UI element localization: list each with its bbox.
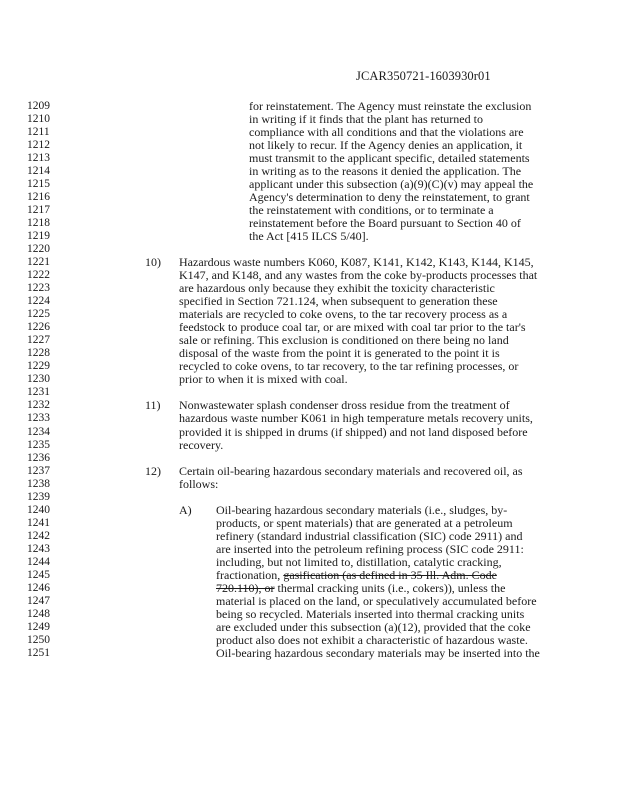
line-number: 1235	[27, 438, 50, 451]
line-number: 1211	[27, 126, 50, 139]
text-segment: must transmit to the applicant specific, detailed statements	[249, 151, 530, 166]
text-segment: K147, and K148, and any wastes from the coke by-products processes that	[179, 268, 538, 283]
line-number: 1241	[27, 516, 50, 529]
text-segment: follows:	[179, 476, 219, 491]
text-line	[0, 439, 624, 452]
text-line	[0, 230, 624, 243]
text-line	[0, 478, 624, 491]
text-segment: recovery.	[179, 437, 224, 452]
text-line	[0, 373, 624, 386]
text-segment: are excluded under this subsection (a)(12), provided that the coke	[216, 619, 531, 634]
text-segment: disposal of the waste from the point it is generated to the point it is	[179, 346, 500, 361]
text-line	[0, 647, 624, 660]
line-number: 1226	[27, 321, 50, 334]
text-segment: Agency's determination to deny the reinstatement, to grant	[249, 190, 530, 205]
text-segment: the reinstatement with conditions, or to terminate a	[249, 203, 494, 218]
text-segment: product also does not exhibit a characteristic of hazardous waste.	[216, 632, 528, 647]
line-text	[179, 465, 523, 478]
text-segment: thermal cracking units (i.e., cokers)), unless the	[274, 580, 506, 595]
line-number: 1227	[27, 334, 50, 347]
line-number: 1215	[27, 178, 50, 191]
line-number: 1222	[27, 269, 50, 282]
text-segment: in writing as to the reasons it denied the application. The	[249, 164, 522, 179]
item-label: A)	[179, 502, 192, 517]
line-number: 1213	[27, 152, 50, 165]
document-id: JCAR350721-1603930r01	[356, 69, 491, 83]
line-text	[179, 373, 348, 386]
line-number: 1230	[27, 373, 50, 386]
line-number: 1233	[27, 412, 50, 425]
text-segment: Oil-bearing hazardous secondary materials may be inserted into the	[216, 645, 540, 660]
text-segment: in writing if it finds that the plant has returned to	[249, 112, 483, 127]
struck-text: gasification (as defined in 35 Ill. Adm. Code	[283, 567, 497, 582]
text-segment: recycled to coke ovens, to tar recovery, to the tar refining processes, or	[179, 359, 519, 374]
text-segment: materials are recycled to coke ovens, to the tar recovery process as a	[179, 307, 508, 322]
text-segment: prior to when it is mixed with coal.	[179, 372, 348, 387]
line-text	[179, 426, 528, 439]
text-segment: compliance with all conditions and that the violations are	[249, 125, 524, 140]
text-segment: not likely to recur. If the Agency denies an application, it	[249, 138, 523, 153]
line-number: 1247	[27, 594, 50, 607]
line-text	[179, 439, 223, 452]
text-segment: material is placed on the land, or speculatively accumulated before	[216, 593, 537, 608]
line-number: 1218	[27, 217, 50, 230]
line-number: 1212	[27, 139, 50, 152]
line-number: 1236	[27, 451, 50, 464]
text-segment: specified in Section 721.124, when subsequent to generation these	[179, 294, 498, 309]
text-segment: sale or refining. This exclusion is conditioned on there being no land	[179, 333, 509, 348]
line-number: 1251	[27, 646, 50, 659]
line-number: 1223	[27, 282, 50, 295]
text-line	[0, 426, 624, 439]
text-segment: Hazardous waste numbers K060, K087, K141, K142, K143, K144, K145,	[179, 255, 534, 270]
line-number: 1220	[27, 243, 50, 256]
item-label: 12)	[145, 463, 161, 478]
text-segment: hazardous waste number K061 in high temperature metals recovery units,	[179, 411, 533, 426]
line-number: 1229	[27, 360, 50, 373]
line-number: 1242	[27, 529, 50, 542]
text-segment: reinstatement before the Board pursuant to Section 40 of	[249, 216, 521, 231]
text-segment: provided it is shipped in drums (if shipped) and not land disposed before	[179, 424, 528, 439]
text-segment: including, but not limited to, distillation, catalytic cracking,	[216, 554, 502, 569]
line-number: 1225	[27, 308, 50, 321]
text-segment: Nonwastewater splash condenser dross residue from the treatment of	[179, 398, 510, 413]
text-segment: refinery (standard industrial classification (SIC) code 2911) and	[216, 528, 523, 543]
text-segment: applicant under this subsection (a)(9)(C)(v) may appeal the	[249, 177, 534, 192]
item-label: 10)	[145, 255, 161, 270]
text-segment: are inserted into the petroleum refining process (SIC code 2911:	[216, 541, 524, 556]
line-number: 1249	[27, 620, 50, 633]
line-text	[179, 478, 218, 491]
item-label: 11)	[145, 398, 161, 413]
text-segment: Certain oil-bearing hazardous secondary materials and recovered oil, as	[179, 463, 523, 478]
line-number: 1246	[27, 581, 50, 594]
line-number: 1217	[27, 204, 50, 217]
line-number: 1234	[27, 425, 50, 438]
line-number: 1240	[27, 503, 50, 516]
line-number: 1250	[27, 633, 50, 646]
line-number: 1210	[27, 113, 50, 126]
line-number: 1221	[27, 256, 50, 269]
line-number: 1216	[27, 191, 50, 204]
line-number: 1237	[27, 464, 50, 477]
struck-text: 720.110), or	[216, 580, 275, 595]
text-segment: feedstock to produce coal tar, or are mixed with coal tar prior to the tar's	[179, 320, 526, 335]
line-number: 1231	[27, 386, 50, 399]
line-number: 1232	[27, 399, 50, 412]
line-number: 1209	[27, 100, 50, 112]
line-number: 1239	[27, 490, 50, 503]
line-number: 1245	[27, 568, 50, 581]
line-text	[249, 230, 369, 243]
line-number: 1228	[27, 347, 50, 360]
text-segment: Oil-bearing hazardous secondary materials (i.e., sludges, by-	[216, 502, 508, 517]
line-number: 1238	[27, 477, 50, 490]
line-text	[216, 647, 540, 660]
line-number: 1219	[27, 230, 50, 243]
text-segment: fractionation,	[216, 567, 284, 582]
text-segment: for reinstatement. The Agency must reinstate the exclusion	[249, 99, 532, 113]
line-number: 1214	[27, 165, 50, 178]
line-number: 1224	[27, 295, 50, 308]
text-segment: the Act [415 ILCS 5/40].	[249, 229, 369, 244]
text-segment: are hazardous only because they exhibit the toxicity characteristic	[179, 281, 495, 296]
text-line	[0, 465, 624, 478]
line-number: 1248	[27, 607, 50, 620]
line-number: 1244	[27, 555, 50, 568]
line-number: 1243	[27, 542, 50, 555]
text-segment: products, or spent materials) that are generated at a petroleum	[216, 515, 513, 530]
text-segment: being so recycled. Materials inserted into thermal cracking units	[216, 606, 525, 621]
